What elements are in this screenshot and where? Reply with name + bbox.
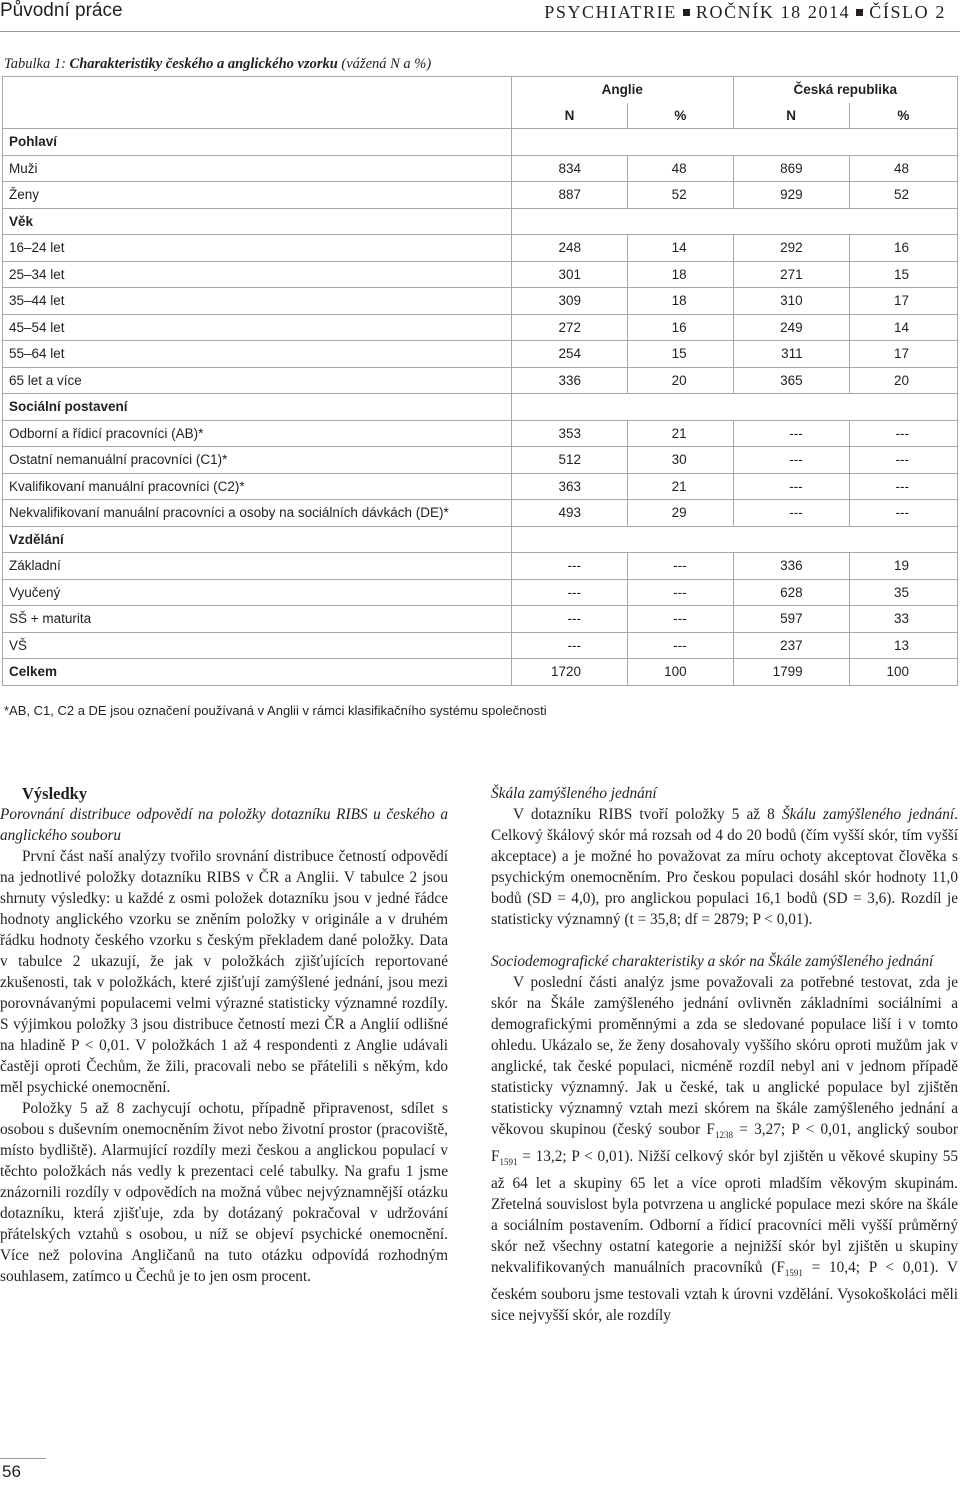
header-pct: %	[628, 103, 734, 129]
table-row	[3, 420, 958, 447]
cell-value: 16	[628, 314, 734, 341]
cell-value: 887	[512, 182, 628, 209]
cell-value: ---	[512, 632, 628, 659]
caption-suffix: (vážená N a %)	[337, 56, 432, 72]
table-row	[3, 261, 958, 288]
cell-value: 100	[849, 659, 957, 686]
header-empty	[3, 103, 512, 129]
cell-value: 20	[849, 367, 957, 394]
table-row	[3, 341, 958, 368]
cell-value: 493	[512, 500, 628, 527]
subscript: 1238	[714, 1130, 733, 1141]
cell-value: 17	[849, 341, 957, 368]
cell-value: 353	[512, 420, 628, 447]
cell-value: 310	[733, 288, 849, 315]
table-row	[3, 367, 958, 394]
group-label: Vzdělání	[3, 526, 512, 553]
characteristics-table	[2, 76, 958, 686]
table-row	[3, 288, 958, 315]
cell-value: 18	[628, 261, 734, 288]
cell-value: 254	[512, 341, 628, 368]
table-row	[3, 632, 958, 659]
paragraph	[491, 972, 958, 1326]
row-label: SŠ + maturita	[3, 606, 512, 633]
text-run: . Celkový škálový skór má rozsah od 4 do 20 bodů (čím vyšší skór, tím vyšší akceptace) a je možné ho považovat za míru ochoty akceptovat člověka s psychickým onemocněním. Pro českou populaci dosáhl skór hodnoty 11,0 bodů (SD = 4,0), pro anglickou populaci 16,1 bodů (SD = 3,6). Rozdíl je statisticky významný (t = 35,8; df = 2879; P < 0,01).	[491, 806, 958, 928]
journal-year: 2014	[807, 2, 851, 22]
subsection-heading: Sociodemografické charakteristiky a skór na Škále zamýšleného jednání	[491, 953, 934, 970]
left-column	[0, 783, 448, 1287]
journal-name: PSYCHIATRIE	[544, 2, 677, 22]
paragraph	[491, 804, 958, 930]
cell-value: 29	[628, 500, 734, 527]
cell-value: ---	[849, 473, 957, 500]
cell-value: ---	[849, 420, 957, 447]
row-label: 25–34 let	[3, 261, 512, 288]
table-caption	[4, 56, 431, 73]
group-empty-cell	[512, 394, 958, 421]
cell-value: 597	[733, 606, 849, 633]
table-group-row	[3, 394, 958, 421]
header-n: N	[733, 103, 849, 129]
cell-value: 512	[512, 447, 628, 474]
cell-value: 237	[733, 632, 849, 659]
cell-value: 48	[628, 155, 734, 182]
cell-value: 929	[733, 182, 849, 209]
table-row	[3, 500, 958, 527]
header-empty	[3, 77, 512, 103]
group-label: Sociální postavení	[3, 394, 512, 421]
group-empty-cell	[512, 208, 958, 235]
cell-value: 309	[512, 288, 628, 315]
row-label: Nekvalifikovaní manuální pracovníci a osoby na sociálních dávkách (DE)*	[3, 500, 512, 527]
row-label: Muži	[3, 155, 512, 182]
cell-value: ---	[849, 447, 957, 474]
right-column	[491, 783, 958, 1326]
table-row	[3, 235, 958, 262]
cell-value: 363	[512, 473, 628, 500]
cell-value: ---	[628, 553, 734, 580]
cell-value: 16	[849, 235, 957, 262]
table-row	[3, 579, 958, 606]
table-row	[3, 473, 958, 500]
cell-value: 249	[733, 314, 849, 341]
cell-value: 17	[849, 288, 957, 315]
cell-value: 248	[512, 235, 628, 262]
cell-value: 48	[849, 155, 957, 182]
table-row	[3, 182, 958, 209]
caption-prefix: Tabulka 1:	[4, 56, 70, 72]
cell-value: 14	[628, 235, 734, 262]
cell-value: ---	[512, 579, 628, 606]
group-empty-cell	[512, 526, 958, 553]
journal-volume: ROČNÍK 18	[695, 2, 802, 22]
row-label: Odborní a řídicí pracovníci (AB)*	[3, 420, 512, 447]
text-run: V poslední části analýz jsme považovali za potřebné testovat, zda je skór na Škále zamýšleného jednání ovlivněn základními sociálními a demografickými proměnnými a zda se sledované populace liší i v tomto ohledu. Ukázalo se, že ženy dosahovaly vyššího skóru oproti mužům jak v anglické, tak české populaci, nicméně rozdíl nebyl ani v jednom případě statisticky významný. Jak u české, tak u anglické populace byl zjištěn statisticky významný vztah mezi skórem na škále zamýšleného jednání a věkovou skupinou (český soubor F	[491, 974, 958, 1138]
cell-value: 33	[849, 606, 957, 633]
spacer	[491, 930, 958, 951]
table-row	[3, 553, 958, 580]
cell-value: 18	[628, 288, 734, 315]
cell-value: 1799	[733, 659, 849, 686]
page-number-rule	[0, 1458, 46, 1459]
row-label: 45–54 let	[3, 314, 512, 341]
table-group-row	[3, 129, 958, 156]
group-empty-cell	[512, 129, 958, 156]
cell-value: 336	[733, 553, 849, 580]
cell-value: 14	[849, 314, 957, 341]
cell-value: 336	[512, 367, 628, 394]
cell-value: 13	[849, 632, 957, 659]
cell-value: ---	[733, 500, 849, 527]
header-ceska-republika: Česká republika	[733, 77, 957, 103]
cell-value: ---	[512, 606, 628, 633]
text-run-italic: Škálu zamýšleného jednání	[781, 806, 955, 823]
row-label: Celkem	[3, 659, 512, 686]
caption-title: Charakteristiky českého a anglického vzorku	[69, 56, 338, 72]
cell-value: 30	[628, 447, 734, 474]
table-header-columns	[3, 103, 958, 129]
cell-value: 365	[733, 367, 849, 394]
row-label: 65 let a více	[3, 367, 512, 394]
cell-value: 21	[628, 420, 734, 447]
cell-value: 52	[849, 182, 957, 209]
page-number: 56	[2, 1462, 21, 1481]
table-row	[3, 314, 958, 341]
row-label: 16–24 let	[3, 235, 512, 262]
cell-value: ---	[628, 606, 734, 633]
row-label: Ostatní nemanuální pracovníci (C1)*	[3, 447, 512, 474]
group-label: Pohlaví	[3, 129, 512, 156]
row-label: 55–64 let	[3, 341, 512, 368]
cell-value: 20	[628, 367, 734, 394]
cell-value: ---	[512, 553, 628, 580]
table-total-row	[3, 659, 958, 686]
table-group-row	[3, 208, 958, 235]
cell-value: 272	[512, 314, 628, 341]
cell-value: 271	[733, 261, 849, 288]
text-run: = 13,2; P < 0,01). Nižší celkový skór byl zjištěn u věkové skupiny 55 až 64 let a skupiny 65 let a více oproti mladším věkovým skupinám. Zřetelná souvislost byla potvrzena u anglické populace mezi skóre na škále a sociálním postavením. Odborní a řídicí pracovníci měli vyšší průměrný skór než všechny ostatní kategorie a nejnižší skór byl zjištěn u skupiny nekvalifikovaných manuálních pracovníků (F	[491, 1148, 958, 1277]
subsection-heading: Škála zamýšleného jednání	[491, 785, 657, 802]
text-run: V dotazníku RIBS tvoří položky 5 až 8	[513, 806, 782, 823]
cell-value: ---	[733, 447, 849, 474]
cell-value: 311	[733, 341, 849, 368]
table-footnote: *AB, C1, C2 a DE jsou označení používaná v Anglii v rámci klasifikačního systému společnosti	[4, 703, 547, 718]
journal-issue: ČÍSLO 2	[869, 2, 946, 22]
cell-value: 628	[733, 579, 849, 606]
separator-square-icon	[683, 9, 690, 16]
cell-value: 52	[628, 182, 734, 209]
cell-value: 21	[628, 473, 734, 500]
table-group-row	[3, 526, 958, 553]
section-heading: Výsledky	[22, 784, 88, 803]
cell-value: ---	[849, 500, 957, 527]
header-anglie: Anglie	[512, 77, 734, 103]
cell-value: 100	[628, 659, 734, 686]
table-header-groups	[3, 77, 958, 103]
subscript: 1591	[499, 1157, 518, 1168]
row-label: Ženy	[3, 182, 512, 209]
cell-value: 869	[733, 155, 849, 182]
cell-value: ---	[733, 420, 849, 447]
header-pct: %	[849, 103, 957, 129]
paragraph: Položky 5 až 8 zachycují ochotu, případně připravenost, sdílet s osobou s duševním onemocněním život nebo životní prostor (pracoviště, místo bydliště). Alarmující rozdíly mezi českou a anglickou populací v těchto položkách nás vedly k prezentaci celé tabulky. Na grafu 1 jsme znázornili rozdíly v odpovědích na možná vůbec nejvýznamnější otázku dotazníku, která zjišťuje, zda by dotázaný pokračoval v udržování přátelských vztahů s osobou, u níž se objeví psychické onemocnění. Více než polovina Angličanů na tuto otázku odpovídá rozhodným souhlasem, zatímco u Čechů je to jen osm procent.	[0, 1100, 448, 1285]
paragraph: První část naší analýzy tvořilo srovnání distribuce četností odpovědí na jednotlivé položky dotazníku RIBS v ČR a Anglii. V tabulce 2 jsou shrnuty výsledky: u každé z osmi položek dotazníku jsou v jedné řádce hodnoty anglického vzorku se zněním položky v originále a v druhém řádku hodnoty českého vzorku s českým překladem dané položky. Data v tabulce 2 ukazují, že jak v položkách zjišťujících reportované zkušenosti, tak v položkách, které zjišťují zamýšlené jednání, jsou mezi porovnávanými populacemi velmi výrazné statisticky významné rozdíly. S výjimkou položky 3 jsou distribuce četností mezi ČR a Anglií odlišné na hladině P < 0,01. V položkách 1 až 4 respondenti z Anglie udávali častěji oproti Čechům, že žili, pracovali nebo se přátelili s někým, kdo měl psychické onemocnění.	[0, 848, 448, 1096]
cell-value: ---	[628, 579, 734, 606]
header-n: N	[512, 103, 628, 129]
section-label: Původní práce	[0, 0, 123, 21]
table-row	[3, 606, 958, 633]
row-label: VŠ	[3, 632, 512, 659]
header-rule	[0, 31, 960, 32]
separator-square-icon	[856, 9, 863, 16]
row-label: Vyučený	[3, 579, 512, 606]
cell-value: 15	[628, 341, 734, 368]
group-label: Věk	[3, 208, 512, 235]
cell-value: 301	[512, 261, 628, 288]
cell-value: 834	[512, 155, 628, 182]
cell-value: 35	[849, 579, 957, 606]
text-run: = 3,27; P < 0,01, anglický soubor F	[491, 1121, 958, 1166]
subscript: 1591	[784, 1268, 803, 1279]
row-label: Základní	[3, 553, 512, 580]
cell-value: 1720	[512, 659, 628, 686]
text-run: = 10,4; P < 0,01). V českém souboru jsme testovali vztah k úrovni vzdělání. Vysokoškoláci měli sice nejvyšší skór, ale rozdíly	[491, 1259, 958, 1325]
subsection-heading: Porovnání distribuce odpovědí na položky dotazníku RIBS u českého a anglického souboru	[0, 806, 448, 844]
table-row	[3, 155, 958, 182]
journal-header	[544, 2, 946, 23]
table-row	[3, 447, 958, 474]
cell-value: 19	[849, 553, 957, 580]
cell-value: ---	[628, 632, 734, 659]
cell-value: 15	[849, 261, 957, 288]
cell-value: ---	[733, 473, 849, 500]
cell-value: 292	[733, 235, 849, 262]
row-label: 35–44 let	[3, 288, 512, 315]
row-label: Kvalifikovaní manuální pracovníci (C2)*	[3, 473, 512, 500]
